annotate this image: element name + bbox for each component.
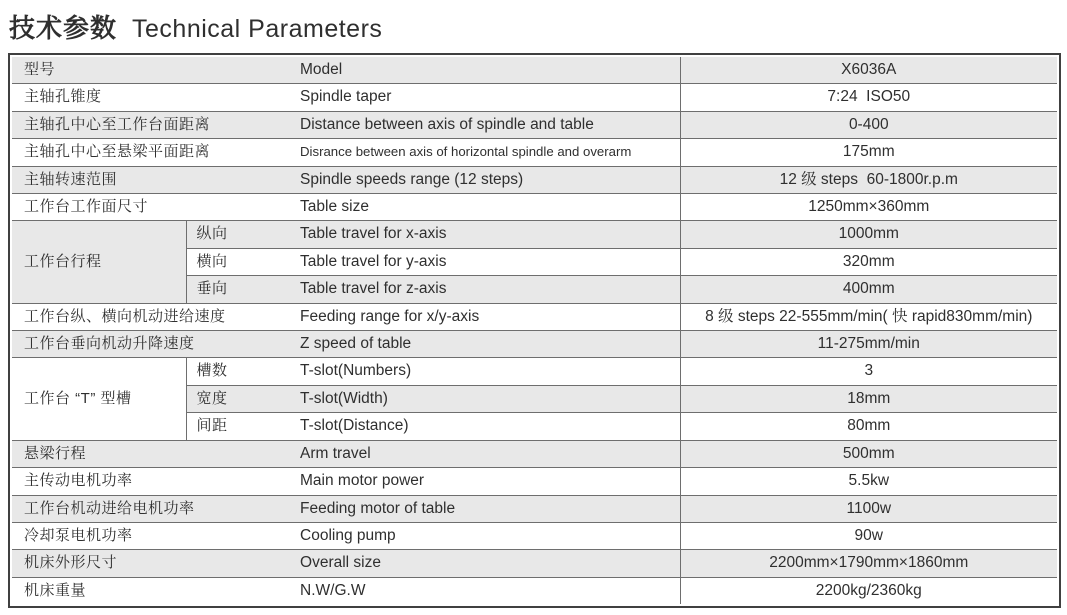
param-value: 12 级 steps 60-1800r.p.m: [680, 166, 1057, 193]
param-label-zh: 主轴孔中心至工作台面距离: [12, 111, 294, 138]
param-label-en: Overall size: [294, 550, 680, 577]
table-row-spindle-to-overarm: [12, 139, 1057, 166]
table-row-spindle-to-table: [12, 111, 1057, 138]
param-value: 80mm: [680, 413, 1057, 440]
param-label-zh: 工作台垂向机动升降速度: [12, 331, 294, 358]
param-label-en: Table travel for x-axis: [294, 221, 680, 248]
table-row-main-motor: [12, 468, 1057, 495]
param-label-en: Spindle speeds range (12 steps): [294, 166, 680, 193]
param-label-en: Arm travel: [294, 440, 680, 467]
param-label-zh: 主轴转速范围: [12, 166, 294, 193]
spec-table: [12, 57, 1057, 604]
param-label-zh: 悬梁行程: [12, 440, 294, 467]
table-row-arm-travel: [12, 440, 1057, 467]
param-label-en: Cooling pump: [294, 522, 680, 549]
param-label-zh: 工作台工作面尺寸: [12, 194, 294, 221]
param-value: 1100w: [680, 495, 1057, 522]
table-row-overall-size: [12, 550, 1057, 577]
param-label-en: Table size: [294, 194, 680, 221]
param-value: 5.5kw: [680, 468, 1057, 495]
param-value: 500mm: [680, 440, 1057, 467]
param-value: 90w: [680, 522, 1057, 549]
param-value: 11-275mm/min: [680, 331, 1057, 358]
param-value: 7:24 ISO50: [680, 84, 1057, 111]
param-sublabel-zh: 槽数: [186, 358, 294, 385]
table-row-spindle-speeds: [12, 166, 1057, 193]
param-label-zh: 机床外形尺寸: [12, 550, 294, 577]
param-value: X6036A: [680, 57, 1057, 84]
param-value: 320mm: [680, 248, 1057, 275]
param-sublabel-zh: 宽度: [186, 385, 294, 412]
param-sublabel-zh: 纵向: [186, 221, 294, 248]
param-label-zh: 型号: [24, 61, 56, 78]
param-label-zh: 冷却泵电机功率: [12, 522, 294, 549]
param-label-zh: 主轴孔中心至悬梁平面距离: [12, 139, 294, 166]
param-value: 0-400: [680, 111, 1057, 138]
param-group-label-zh: 工作台 “T” 型槽: [12, 358, 186, 440]
param-sublabel-zh: 横向: [186, 248, 294, 275]
table-row-z-speed: [12, 331, 1057, 358]
table-row-travel-x: [12, 221, 1057, 248]
param-label-en: T-slot(Width): [294, 385, 680, 412]
table-row-feeding-range: [12, 303, 1057, 330]
table-row-feeding-motor: [12, 495, 1057, 522]
param-label-zh: 主轴孔锥度: [12, 84, 294, 111]
page-title-en: Technical Parameters: [132, 15, 383, 43]
param-group-label-zh: 工作台行程: [12, 221, 186, 303]
param-label-en: Model: [300, 61, 343, 78]
table-row-cooling-pump: [12, 522, 1057, 549]
param-label-en: Feeding range for x/y-axis: [294, 303, 680, 330]
param-value: 8 级 steps 22-555mm/min( 快 rapid830mm/min): [680, 303, 1057, 330]
param-label-en: Table travel for y-axis: [294, 248, 680, 275]
param-value: 2200mm×1790mm×1860mm: [680, 550, 1057, 577]
param-value: 18mm: [680, 385, 1057, 412]
param-sublabel-zh: 间距: [186, 413, 294, 440]
param-label-zh: 主传动电机功率: [12, 468, 294, 495]
param-label-en: Z speed of table: [294, 331, 680, 358]
param-value: 2200kg/2360kg: [680, 577, 1057, 604]
spec-table-frame: [8, 53, 1061, 608]
param-value: 1250mm×360mm: [680, 194, 1057, 221]
param-label-en: Spindle taper: [294, 84, 680, 111]
table-row-spindle-taper: [12, 84, 1057, 111]
table-row-tslot-numbers: [12, 358, 1057, 385]
param-label-en: Feeding motor of table: [294, 495, 680, 522]
param-value: 175mm: [680, 139, 1057, 166]
table-row-weight: [12, 577, 1057, 604]
page-title: [9, 8, 1063, 45]
param-label-en: N.W/G.W: [294, 577, 680, 604]
param-label-zh: 工作台纵、横向机动进给速度: [12, 303, 294, 330]
param-value: 400mm: [680, 276, 1057, 303]
param-label-en: T-slot(Numbers): [294, 358, 680, 385]
param-label-en: T-slot(Distance): [294, 413, 680, 440]
page-title-zh: 技术参数: [9, 13, 118, 43]
param-sublabel-zh: 垂向: [186, 276, 294, 303]
param-label-en: Table travel for z-axis: [294, 276, 680, 303]
param-label-zh: 工作台机动进给电机功率: [12, 495, 294, 522]
param-label-zh: 机床重量: [12, 577, 294, 604]
param-value: 1000mm: [680, 221, 1057, 248]
param-label-en: Main motor power: [294, 468, 680, 495]
table-row-model: [12, 57, 1057, 84]
param-value: 3: [680, 358, 1057, 385]
param-label-en: Distance between axis of spindle and table: [294, 111, 680, 138]
table-row-table-size: [12, 194, 1057, 221]
param-label-en: Disrance between axis of horizontal spindle and overarm: [294, 139, 680, 166]
